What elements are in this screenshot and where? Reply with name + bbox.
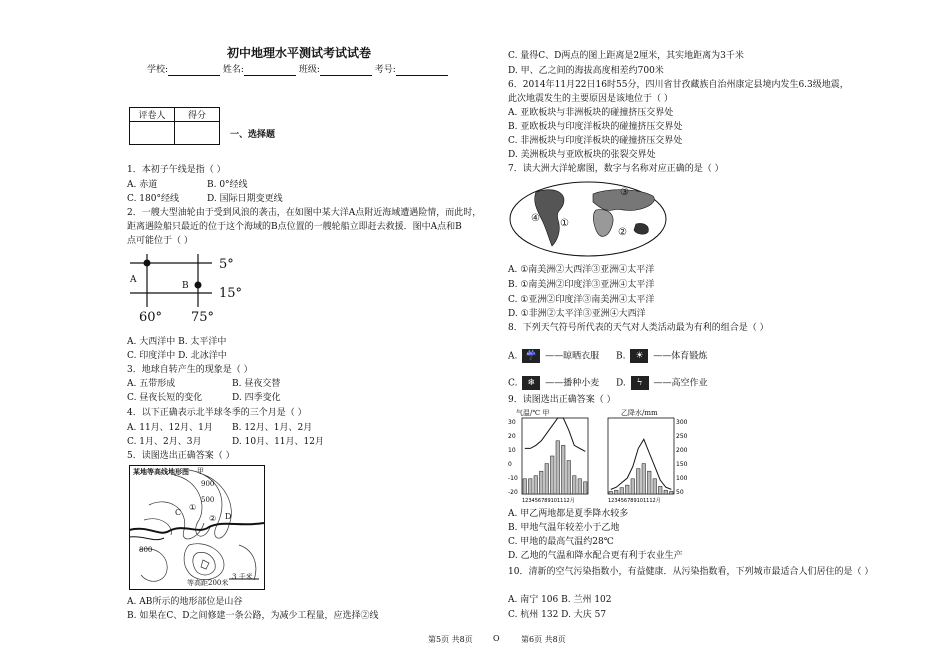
q10-options-ab: A. 南宁 106 B. 兰州 102 bbox=[508, 595, 612, 605]
bar-jia-12 bbox=[584, 482, 588, 494]
page-number-left: 第5页 共8页 bbox=[428, 635, 473, 644]
q6-option-c: C. 非洲板块与印度洋板块的碰撞挤压交界处 bbox=[508, 136, 683, 146]
map-label-d: D bbox=[225, 512, 232, 521]
bar-yi-12 bbox=[670, 491, 674, 494]
school-label: 学校: bbox=[147, 65, 169, 75]
q8-b-letter: B. bbox=[616, 351, 626, 362]
q3-option-a: A. 五带形成 bbox=[127, 379, 176, 389]
q4-stem: 4．以下正确表示北半球冬季的三个月是（ ） bbox=[127, 408, 307, 418]
y-tick-right-1: 250 bbox=[676, 433, 688, 440]
q2-lat-15: 15° bbox=[219, 286, 243, 301]
class-label: 班级: bbox=[298, 65, 320, 75]
q3-option-c: C. 昼夜长短的变化 bbox=[127, 393, 203, 403]
y-tick-right-4: 100 bbox=[676, 475, 688, 482]
q9-option-a: A. 甲乙两地都是夏季降水较多 bbox=[508, 509, 629, 519]
q9-option-b: B. 甲地气温年较差小于乙地 bbox=[508, 523, 620, 533]
world-map-label-4: ④ bbox=[531, 213, 540, 224]
q7-option-c: C. ①亚洲②印度洋③南美洲④太平洋 bbox=[508, 295, 655, 305]
climate-charts bbox=[508, 416, 698, 504]
q4-option-b: B. 12月、1月、2月 bbox=[232, 423, 313, 433]
x-ticks-jia: 123456789101112月 bbox=[522, 498, 575, 504]
map-label-900: 900 bbox=[201, 480, 215, 488]
map-label-circle-2: ② bbox=[209, 514, 217, 523]
q8-option-a bbox=[508, 349, 599, 363]
q6-option-d: D. 美洲板块与亚欧板块的张裂交界处 bbox=[508, 150, 656, 160]
q5-option-a: A. AB所示的地形部位是山谷 bbox=[127, 597, 243, 607]
bar-jia-4 bbox=[540, 471, 544, 494]
q10-stem: 10．清新的空气污染指数小，有益健康．从污染指数看，下列城市最适合人们居住的是（ ） bbox=[508, 567, 874, 577]
map-label-jia: 甲 bbox=[197, 467, 204, 475]
q8-c-letter: C. bbox=[508, 378, 518, 389]
q7-stem: 7．读大洲大洋轮廓图，数字与名称对应正确的是（ ） bbox=[508, 164, 724, 174]
q8-stem: 8．下列天气符号所代表的天气对人类活动最为有利的组合是（ ） bbox=[508, 323, 769, 333]
y-tick-right-0: 300 bbox=[676, 419, 688, 426]
bar-jia-7 bbox=[556, 441, 560, 494]
point-a-marker bbox=[144, 260, 151, 267]
bar-yi-8 bbox=[648, 471, 652, 494]
page-divider-mark: O bbox=[493, 634, 500, 643]
y-tick-left-4: -10 bbox=[508, 475, 518, 482]
q8-a-text: ——晾晒衣服 bbox=[545, 351, 600, 362]
q2-stem-1: 2．一艘大型油轮由于受到风浪的袭击，在如图中某大洋A点附近海域遭遇险情，而此时， bbox=[127, 208, 482, 218]
bar-yi-6 bbox=[637, 469, 641, 494]
q7-option-d: D. ①非洲②太平洋③亚洲④大西洋 bbox=[508, 309, 646, 319]
bar-yi-10 bbox=[659, 486, 663, 494]
q8-d-letter: D. bbox=[616, 378, 626, 389]
q5-stem: 5．读图选出正确答案（ ） bbox=[127, 451, 235, 461]
bar-yi-9 bbox=[653, 479, 657, 494]
bar-jia-10 bbox=[573, 476, 577, 494]
q2-options-ab: A. 大西洋中 B. 太平洋中 bbox=[127, 337, 227, 347]
thunderstorm-weather-icon: ϟ bbox=[631, 376, 649, 390]
bar-jia-1 bbox=[523, 479, 527, 494]
q3-stem: 3．地球自转产生的现象是（ ） bbox=[127, 365, 253, 375]
grader-label: 评卷人 bbox=[130, 108, 175, 122]
rain-weather-icon: ☔ bbox=[522, 349, 540, 363]
y-tick-right-3: 150 bbox=[676, 461, 688, 468]
bar-yi-3 bbox=[620, 488, 624, 494]
q8-option-b bbox=[616, 349, 707, 363]
q6-option-a: A. 亚欧板块与非洲板块的碰撞挤压交界处 bbox=[508, 108, 674, 118]
q2-lon-60: 60° bbox=[139, 310, 163, 325]
q7-option-b: B. ①南美洲②印度洋③亚洲④太平洋 bbox=[508, 280, 655, 290]
bar-yi-1 bbox=[609, 491, 613, 494]
bar-jia-9 bbox=[567, 461, 571, 494]
bar-jia-3 bbox=[534, 476, 538, 494]
q1-option-c: C. 180°经线 bbox=[127, 194, 179, 204]
bar-jia-6 bbox=[551, 456, 555, 494]
q4-option-c: C. 1月、2月、3月 bbox=[127, 437, 202, 447]
world-map-label-3: ③ bbox=[620, 187, 629, 198]
y-tick-right-2: 200 bbox=[676, 447, 688, 454]
y-tick-left-2: 10 bbox=[508, 447, 516, 454]
q10-options-cd: C. 杭州 132 D. 大庆 57 bbox=[508, 610, 607, 620]
name-label: 姓名: bbox=[222, 65, 244, 75]
map-label-circle-1: ① bbox=[189, 503, 197, 512]
bar-jia-8 bbox=[562, 445, 566, 494]
q1-option-a: A. 赤道 bbox=[127, 180, 158, 190]
bar-yi-7 bbox=[642, 464, 646, 494]
q3-option-d: D. 四季变化 bbox=[232, 393, 281, 403]
y-tick-left-1: 20 bbox=[508, 433, 516, 440]
world-map-label-2: ② bbox=[618, 227, 627, 238]
snow-weather-icon: ❄ bbox=[522, 376, 540, 390]
point-b-marker bbox=[195, 282, 202, 289]
q8-option-c bbox=[508, 376, 599, 390]
score-cell[interactable] bbox=[175, 122, 220, 145]
y-tick-left-3: 0 bbox=[508, 461, 512, 468]
bar-yi-5 bbox=[631, 479, 635, 494]
score-label: 得分 bbox=[175, 108, 220, 122]
q1-stem: 1．本初子午线是指（ ） bbox=[127, 165, 226, 175]
bar-jia-5 bbox=[545, 464, 549, 494]
class-field[interactable] bbox=[320, 66, 372, 76]
q8-c-text: ——播种小麦 bbox=[545, 378, 600, 389]
bar-yi-4 bbox=[626, 485, 630, 494]
world-map-label-1: ① bbox=[560, 218, 569, 229]
map-label-800: 800 bbox=[139, 546, 153, 554]
q8-option-d bbox=[616, 376, 708, 390]
q2-lat-5: 5° bbox=[219, 257, 234, 272]
q2-point-a: A bbox=[130, 275, 137, 285]
map-contour-interval: 等高距200米 bbox=[187, 579, 229, 587]
q7-option-a: A. ①南美洲②大西洋③亚洲④太平洋 bbox=[508, 265, 655, 275]
q9-option-c: C. 甲地的最高气温约28℃ bbox=[508, 537, 614, 547]
bar-jia-11 bbox=[578, 479, 582, 494]
chart-frame-yi bbox=[608, 418, 674, 494]
y-tick-left-0: 30 bbox=[508, 419, 516, 426]
q8-b-text: ——体育锻炼 bbox=[653, 351, 708, 362]
q5-option-d: D. 甲、乙之间的海拔高度相差约700米 bbox=[508, 66, 664, 76]
q2-options-cd: C. 印度洋中 D. 北冰洋中 bbox=[127, 351, 227, 361]
contour-map-title: 某地等高线地形图 bbox=[133, 467, 189, 476]
grader-cell[interactable] bbox=[130, 122, 175, 145]
q2-point-b: B bbox=[182, 281, 189, 291]
q3-option-b: B. 昼夜交替 bbox=[232, 379, 281, 389]
map-label-c: C bbox=[175, 508, 182, 517]
q8-d-text: ——高空作业 bbox=[653, 378, 708, 389]
x-ticks-yi: 123456789101112月 bbox=[608, 498, 661, 504]
chart-yi-label: 乙降水/mm bbox=[621, 409, 658, 417]
q2-stem-3: 点可能位于（ ） bbox=[127, 236, 193, 246]
q2-lon-75: 75° bbox=[191, 310, 215, 325]
map-scale-bar: 3 千米 bbox=[232, 573, 253, 581]
q6-option-b: B. 亚欧板块与印度洋板块的碰撞挤压交界处 bbox=[508, 122, 683, 132]
bar-jia-2 bbox=[529, 479, 533, 494]
q2-stem-2: 距离遇险船只最近的位于这个海域的B点位置的一艘轮船立即赶去救援．图中A点和B bbox=[127, 222, 462, 232]
q6-stem-1: 6．2014年11月22日16时55分，四川省甘孜藏族自治州康定县境内发生6.3级地震， bbox=[508, 80, 849, 90]
chart-jia-label: 气温/℃ 甲 bbox=[516, 409, 550, 417]
exam-title: 初中地理水平测试考试试卷 bbox=[227, 46, 372, 60]
exam-no-label: 考号: bbox=[374, 65, 396, 75]
name-field[interactable] bbox=[244, 66, 296, 76]
sunny-weather-icon: ☀ bbox=[630, 349, 648, 363]
bar-yi-11 bbox=[664, 490, 668, 494]
q9-stem: 9．读图选出正确答案（ ） bbox=[508, 395, 616, 405]
q5-option-c: C. 量得C、D两点的图上距离是2厘米，其实地距离为3千米 bbox=[508, 51, 744, 61]
page-number-right: 第6页 共8页 bbox=[521, 635, 566, 644]
q6-stem-2: 此次地震发生的主要原因是该地位于（ ） bbox=[508, 94, 673, 104]
q8-a-letter: A. bbox=[508, 351, 518, 362]
map-label-500: 500 bbox=[201, 496, 215, 504]
section-heading: 一、选择题 bbox=[230, 130, 276, 140]
y-tick-right-5: 50 bbox=[676, 489, 684, 496]
school-field[interactable] bbox=[168, 66, 220, 76]
q5-option-b: B. 如果在C、D之间修建一条公路，为减少工程量，应选择②线 bbox=[127, 611, 379, 621]
bar-yi-2 bbox=[615, 490, 619, 494]
q9-option-d: D. 乙地的气温和降水配合更有利于农业生产 bbox=[508, 551, 683, 561]
score-table bbox=[129, 107, 220, 145]
q1-option-d: D. 国际日期变更线 bbox=[207, 194, 283, 204]
y-tick-left-5: -20 bbox=[508, 489, 518, 496]
q1-option-b: B. 0°经线 bbox=[207, 180, 248, 190]
q4-option-a: A. 11月、12月、1月 bbox=[127, 423, 213, 433]
q4-option-d: D. 10月、11月、12月 bbox=[232, 437, 324, 447]
header-fields bbox=[147, 65, 448, 76]
exam-no-field[interactable] bbox=[396, 66, 448, 76]
